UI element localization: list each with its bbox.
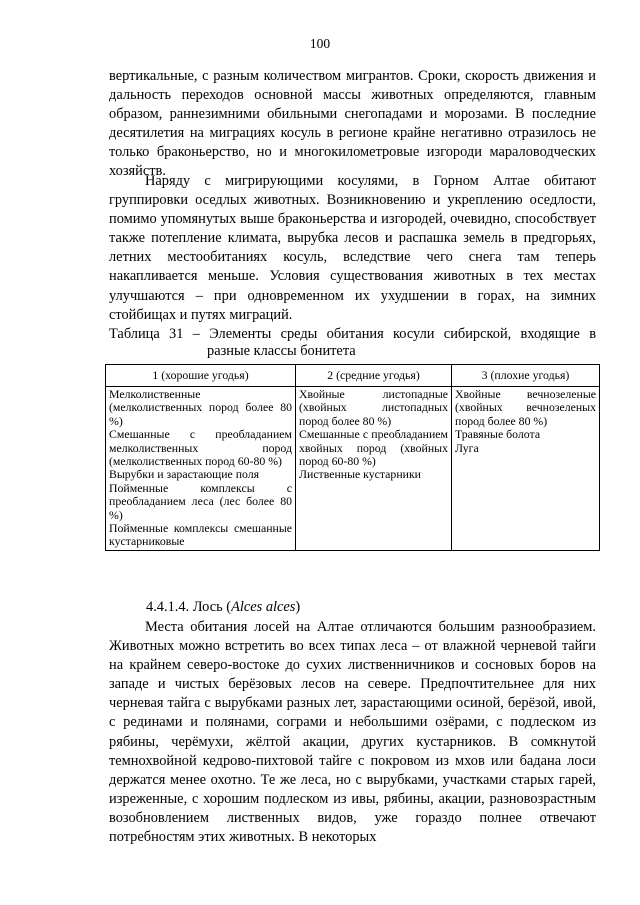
table-header-cell: 1 (хорошие угодья) xyxy=(106,365,296,387)
table-header-cell: 2 (средние угодья) xyxy=(296,365,452,387)
habitat-item: Травяные болота xyxy=(455,427,541,442)
table-caption-line: Таблица 31 – Элементы среды обитания косули сибирской, входящие в xyxy=(109,326,596,342)
paragraph: Наряду с мигрирующими косулями, в Горном Алтае обитают группировки оседлых животных. Возникновению и укреплению оседлости, помимо упомянутых выше браконьерства и изгородей, очевидно, способствует также потепление климата, вырубка лесов и распашка земель в предгорьях, летних местообитаниях косуль, вследствие чего снега там теперь накапливается меньше. Условия существования животных в тех местах улучшаются – при одновременном их ухудшении в горах, на зимних стойбищах и путях миграций. xyxy=(109,173,596,323)
table-header-row xyxy=(106,365,600,387)
habitat-item: Луга xyxy=(455,440,479,455)
table-cell xyxy=(452,387,600,551)
table-row xyxy=(106,387,600,551)
table-caption xyxy=(109,326,596,359)
habitat-item: Смешанные с преобладанием мелколиственных пород (мелколиственных пород 60-80 %) xyxy=(109,427,292,469)
habitat-item: Пойменные комплексы смешанные кустарниковые xyxy=(109,521,292,549)
table-header-cell: 3 (плохие угодья) xyxy=(452,365,600,387)
habitat-item: Пойменные комплексы с преобладанием леса (лес более 80 %) xyxy=(109,480,292,522)
habitat-item: Лиственные кустарники xyxy=(299,467,421,482)
habitat-item: Хвойные вечнозеленые (хвойных вечнозеленых пород более 80 %) xyxy=(455,387,596,428)
paragraph: вертикальные, с разным количеством мигрантов. Сроки, скорость движения и дальность переходов основной массы животных определяются, главным образом, раннезимними обильными снегопадами и морозами. В последние десятилетия на миграциях косуль в регионе крайне негативно отразилось не только браконьерство, но и многокилометровые изгороди мараловодческих хозяйств. xyxy=(109,68,596,180)
section-heading xyxy=(146,598,300,617)
species-latin-name: Alces alces xyxy=(231,599,296,615)
habitat-item: Хвойные листопадные (хвойных листопадных пород более 80 %) xyxy=(299,387,448,428)
table-caption-line: разные классы бонитета xyxy=(207,342,356,359)
habitat-item: Смешанные с преобладанием хвойных пород (хвойных пород 60-80 %) xyxy=(299,427,448,469)
section-heading-close: ) xyxy=(295,599,301,615)
table-cell xyxy=(106,387,296,551)
paragraph: Места обитания лосей на Алтае отличаются большим разнообразием. Животных можно встретить во всех типах леса – от влажной черневой тайги на крайнем северо-востоке до сухих лиственничников и сосновых боров на западе и чистых берёзовых лесов на севере. Предпочтительнее для них черневая тайга с вырубками разных лет, зарастающими осиной, берёзой, ивой, с рединами и полянами, сограми и небольшими озёрами, с подлеском из рябины, черёмухи, жёлтой акации, других кустарников. В сомкнутой темнохвойной кедрово-пихтовой тайге с покровом из мхов или бадана лоси держатся менее охотно. Те же леса, но с вырубками, участками старых гарей, изреженные, с хорошим подлеском из ивы, рябины, акации, разновозрастным возобновлением лиственных видов, уже гораздо полнее отвечают потребностям этих животных. В некоторых xyxy=(109,619,596,846)
section-number: 4.4.1.4. Лось ( xyxy=(146,599,232,615)
table-cell xyxy=(296,387,452,551)
habitat-item: Вырубки и зарастающие поля xyxy=(109,467,260,482)
page-number: 100 xyxy=(309,36,331,51)
habitat-table xyxy=(105,364,600,551)
habitat-item: Мелколиственные (мелколиственных пород более 80 %) xyxy=(109,387,292,428)
